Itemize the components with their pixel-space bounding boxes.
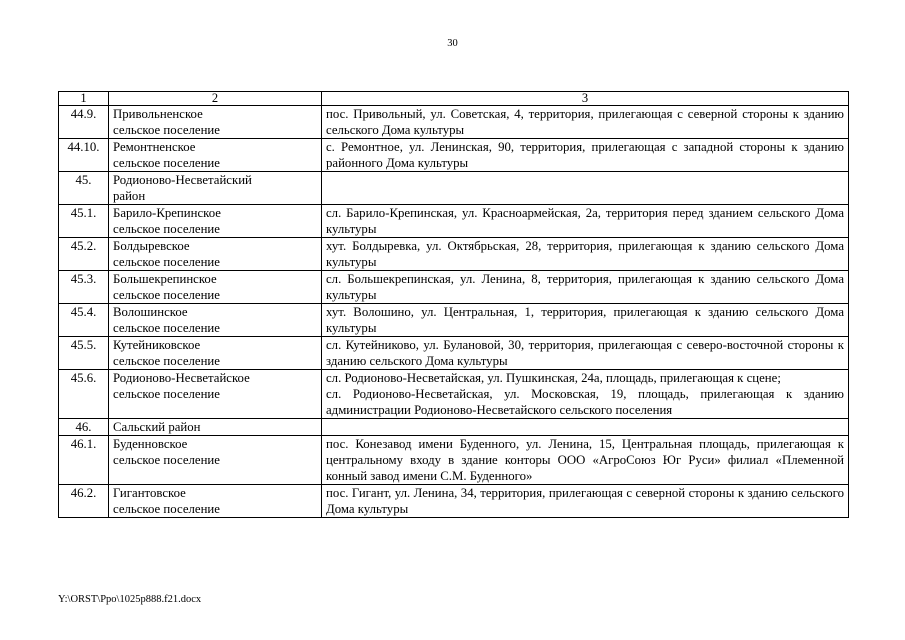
table-header-row [59, 92, 849, 106]
address-cell: пос. Гигант, ул. Ленина, 34, территория, прилегающая с северной стороны к зданию сельского Дома культуры [322, 485, 849, 518]
row-number-cell: 45.3. [59, 271, 109, 304]
address-cell: сл. Большекрепинская, ул. Ленина, 8, территория, прилегающая к зданию сельского Дома культуры [322, 271, 849, 304]
table-row [59, 485, 849, 518]
header-cell-address: 3 [322, 92, 849, 106]
row-number-cell: 45. [59, 172, 109, 205]
header-cell-name: 2 [109, 92, 322, 106]
settlement-name-cell: Ремонтненское сельское поселение [109, 139, 322, 172]
table-row [59, 436, 849, 485]
address-cell: пос. Привольный, ул. Советская, 4, территория, прилегающая с северной стороны к зданию сельского Дома культуры [322, 106, 849, 139]
page-number: 30 [447, 38, 458, 49]
table-row [59, 205, 849, 238]
settlement-name-cell: Барило-Крепинское сельское поселение [109, 205, 322, 238]
table-row [59, 304, 849, 337]
table-row [59, 139, 849, 172]
settlement-name-cell: Сальский район [109, 419, 322, 436]
row-number-cell: 46.2. [59, 485, 109, 518]
address-cell: сл. Родионово-Несветайская, ул. Пушкинская, 24а, площадь, прилегающая к сцене; сл. Родионово-Несветайская, ул. Московская, 19, площадь, прилегающая к зданию администрации Родионово-Несветайского сельского поселения [322, 370, 849, 419]
row-number-cell: 45.1. [59, 205, 109, 238]
settlement-name-cell: Родионово-Несветайский район [109, 172, 322, 205]
address-cell [322, 172, 849, 205]
address-cell: сл. Барило-Крепинская, ул. Красноармейская, 2а, территория перед зданием сельского Дома культуры [322, 205, 849, 238]
settlement-name-cell: Кутейниковское сельское поселение [109, 337, 322, 370]
table-row [59, 419, 849, 436]
row-number-cell: 46. [59, 419, 109, 436]
header-cell-number: 1 [59, 92, 109, 106]
row-number-cell: 46.1. [59, 436, 109, 485]
footer-file-path: Y:\ORST\Ppo\1025p888.f21.docx [58, 594, 202, 605]
table-row [59, 271, 849, 304]
row-number-cell: 45.2. [59, 238, 109, 271]
row-number-cell: 45.4. [59, 304, 109, 337]
document-table [58, 91, 849, 518]
settlement-name-cell: Буденновское сельское поселение [109, 436, 322, 485]
settlement-name-cell: Волошинское сельское поселение [109, 304, 322, 337]
address-cell: хут. Волошино, ул. Центральная, 1, территория, прилегающая к зданию сельского Дома культуры [322, 304, 849, 337]
table-row [59, 370, 849, 419]
table-row [59, 106, 849, 139]
table-row [59, 337, 849, 370]
row-number-cell: 45.6. [59, 370, 109, 419]
row-number-cell: 44.10. [59, 139, 109, 172]
settlement-name-cell: Привольненское сельское поселение [109, 106, 322, 139]
row-number-cell: 44.9. [59, 106, 109, 139]
table-row [59, 172, 849, 205]
settlement-name-cell: Болдыревское сельское поселение [109, 238, 322, 271]
address-cell: хут. Болдыревка, ул. Октябрьская, 28, территория, прилегающая к зданию сельского Дома культуры [322, 238, 849, 271]
address-cell [322, 419, 849, 436]
address-cell: с. Ремонтное, ул. Ленинская, 90, территория, прилегающая с западной стороны к зданию районного Дома культуры [322, 139, 849, 172]
settlement-name-cell: Родионово-Несветайское сельское поселение [109, 370, 322, 419]
table-row [59, 238, 849, 271]
address-cell: пос. Конезавод имени Буденного, ул. Ленина, 15, Центральная площадь, прилегающая к центральному входу в здание конторы ООО «АгроСоюз Юг Руси» филиал «Племенной конный завод имени С.М. Буденного» [322, 436, 849, 485]
row-number-cell: 45.5. [59, 337, 109, 370]
address-cell: сл. Кутейниково, ул. Булановой, 30, территория, прилегающая с северо-восточной стороны к зданию сельского Дома культуры [322, 337, 849, 370]
settlement-name-cell: Гигантовское сельское поселение [109, 485, 322, 518]
settlement-name-cell: Большекрепинское сельское поселение [109, 271, 322, 304]
